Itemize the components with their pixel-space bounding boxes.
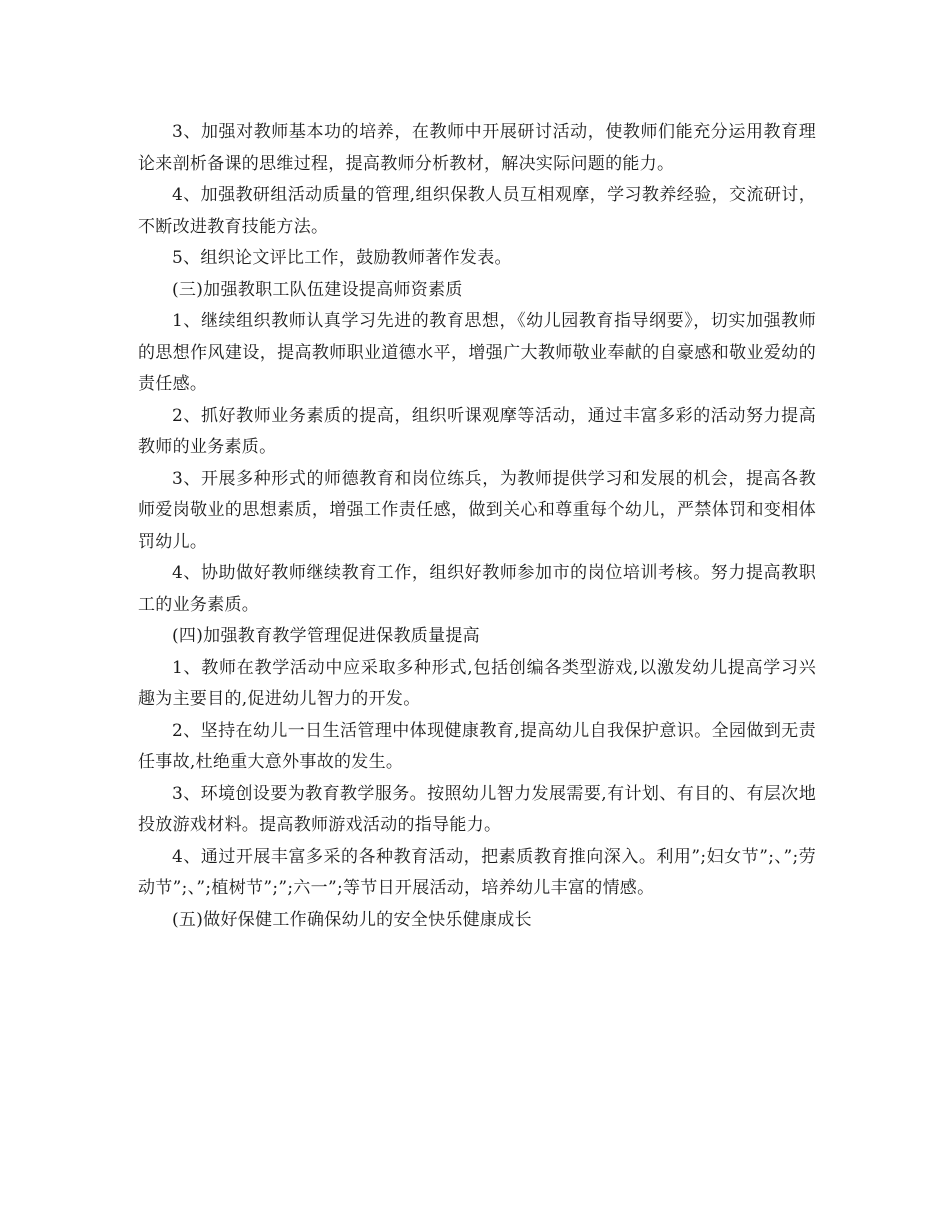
section-heading-3: (三)加强教职工队伍建设提高师资素质 [172, 279, 463, 300]
section-heading-5: (五)做好保健工作确保幼儿的安全快乐健康成长 [172, 909, 532, 930]
paragraph-8: 1、教师在教学活动中应采取多种形式,包括创编各类型游戏,以激发幼儿提高学习兴趣为主要目的,促进幼儿智力的开发。 [138, 657, 816, 709]
paragraph-11: 4、通过开展丰富多采的各种教育活动，把素质教育推向深入。利用”;妇女节”;、”;劳动节”;、”;植树节”;”;六一”;等节日开展活动，培养幼儿丰富的情感。 [138, 846, 816, 898]
paragraph-10: 3、环境创设要为教育教学服务。按照幼儿智力发展需要,有计划、有目的、有层次地投放游戏材料。提高教师游戏活动的指导能力。 [138, 783, 816, 835]
paragraph-3: 5、组织论文评比工作，鼓励教师著作发表。 [172, 248, 512, 268]
paragraph-2: 4、加强教研组活动质量的管理,组织保教人员互相观摩，学习教养经验，交流研讨，不断改进教育技能方法。 [138, 185, 816, 237]
section-heading-4: (四)加强教育教学管理促进保教质量提高 [172, 626, 480, 646]
paragraph-6: 3、开展多种形式的师德教育和岗位练兵，为教师提供学习和发展的机会，提高各教师爱岗敬业的思想素质，增强工作责任感，做到关心和尊重每个幼儿，严禁体罚和变相体罚幼儿。 [138, 468, 816, 552]
paragraph-5: 2、抓好教师业务素质的提高，组织听课观摩等活动，通过丰富多彩的活动努力提高教师的业务素质。 [138, 405, 816, 457]
paragraph-4: 1、继续组织教师认真学习先进的教育思想，《幼儿园教育指导纲要》，切实加强教师的思想作风建设，提高教师职业道德水平，增强广大教师敬业奉献的自豪感和敬业爱幼的责任感。 [138, 311, 816, 394]
document-body [138, 117, 816, 936]
paragraph-9: 2、坚持在幼儿一日生活管理中体现健康教育,提高幼儿自我保护意识。全园做到无责任事故,杜绝重大意外事故的发生。 [138, 720, 816, 772]
paragraph-1: 3、加强对教师基本功的培养，在教师中开展研讨活动，使教师们能充分运用教育理论来剖析备课的思维过程，提高教师分析教材，解决实际问题的能力。 [138, 122, 816, 174]
paragraph-7: 4、协助做好教师继续教育工作，组织好教师参加市的岗位培训考核。努力提高教职工的业务素质。 [138, 563, 816, 615]
